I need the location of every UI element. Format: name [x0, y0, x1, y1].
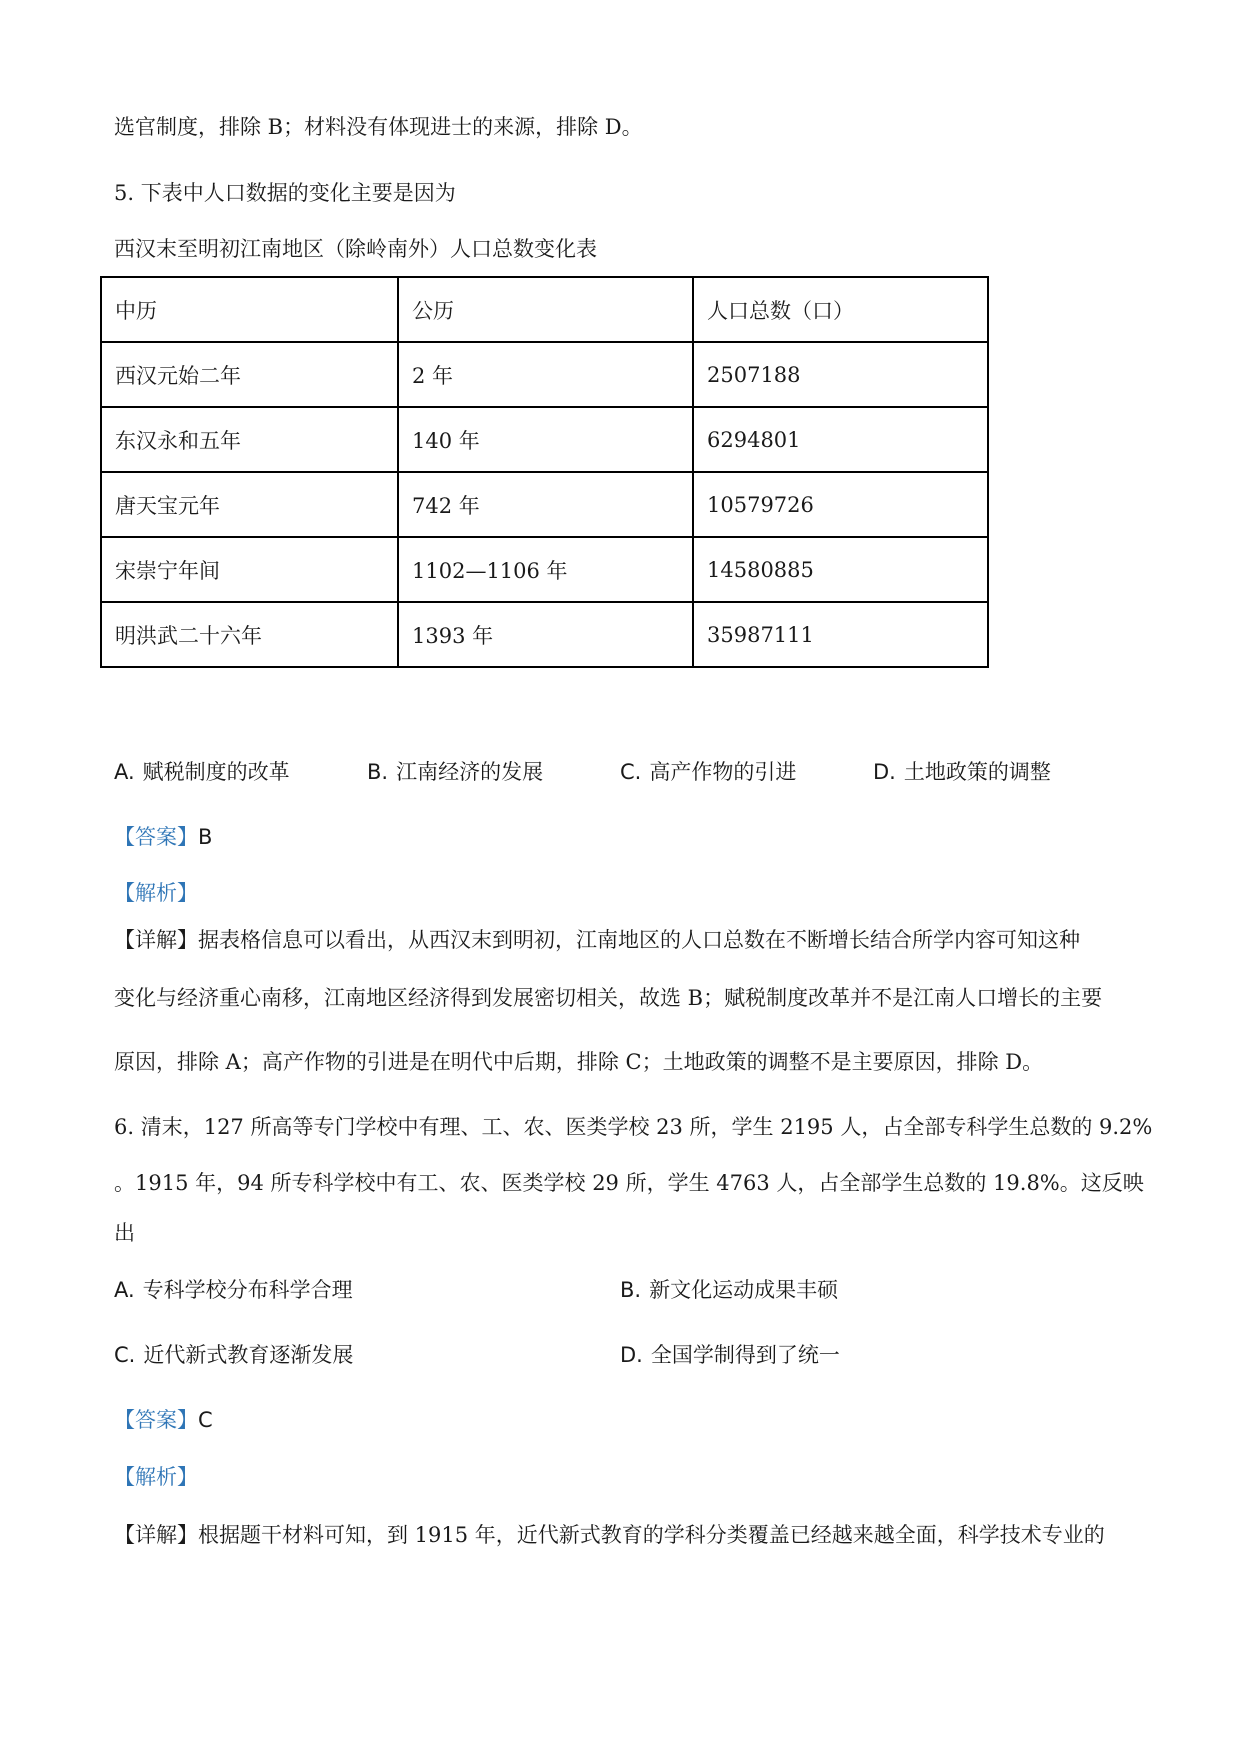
option-c	[114, 1340, 353, 1370]
option-text: 近代新式教育逐渐发展	[143, 1343, 354, 1367]
option-label: B.	[367, 760, 389, 784]
text-line-previous-answer: 选官制度，排除 B；材料没有体现进士的来源，排除 D。	[114, 115, 643, 139]
table-cell: 西汉元始二年	[101, 342, 398, 407]
analysis-tag: 【解析】	[114, 881, 198, 905]
option-label: C.	[114, 1343, 136, 1367]
detail-text: 根据题干材料可知，到 1915 年，近代新式教育的学科分类覆盖已经越来越全面，科学技术专业的	[198, 1523, 1105, 1547]
option-text: 全国学制得到了统一	[650, 1343, 840, 1367]
table-header-row	[101, 277, 988, 342]
option-label: A.	[114, 1278, 135, 1302]
detail-line	[114, 925, 1080, 955]
option-label: B.	[620, 1278, 642, 1302]
table-cell: 742 年	[398, 472, 693, 537]
question-6-stem-cont: 。1915 年，94 所专科学校中有工、农、医类学校 29 所，学生 4763 人，占全部学生总数的 19.8%。这反映	[114, 1171, 1144, 1195]
table-row	[101, 407, 988, 472]
option-text: 专科学校分布科学合理	[142, 1278, 353, 1302]
option-d	[873, 757, 1051, 787]
table-cell: 6294801	[693, 407, 988, 472]
question-6-stem: 6. 清末，127 所高等专门学校中有理、工、农、医类学校 23 所，学生 2195 人，占全部专科学生总数的 9.2%	[114, 1115, 1153, 1139]
option-text: 高产作物的引进	[649, 760, 797, 784]
detail-line: 变化与经济重心南移，江南地区经济得到发展密切相关，故选 B；赋税制度改革并不是江南人口增长的主要	[114, 986, 1103, 1010]
option-a	[114, 1275, 353, 1305]
option-b	[367, 757, 543, 787]
answer-line	[114, 1405, 213, 1435]
question-5-stem: 5. 下表中人口数据的变化主要是因为	[114, 181, 456, 205]
table-cell: 1102—1106 年	[398, 537, 693, 602]
table-cell: 唐天宝元年	[101, 472, 398, 537]
option-label: D.	[620, 1343, 643, 1367]
answer-tag: 【答案】	[114, 1408, 198, 1432]
option-text: 新文化运动成果丰硕	[649, 1278, 839, 1302]
table-header-cell: 中历	[101, 277, 398, 342]
table-header-cell: 人口总数（口）	[693, 277, 988, 342]
table-row	[101, 602, 988, 667]
option-d	[620, 1340, 840, 1370]
table-caption: 西汉末至明初江南地区（除岭南外）人口总数变化表	[114, 237, 597, 261]
option-a	[114, 757, 290, 787]
analysis-tag: 【解析】	[114, 1465, 198, 1489]
detail-line	[114, 1520, 1105, 1550]
question-6-stem-cont: 出	[114, 1221, 135, 1245]
answer-value: C	[198, 1408, 213, 1432]
answer-line	[114, 822, 212, 852]
option-label: C.	[620, 760, 642, 784]
option-b	[620, 1275, 838, 1305]
table-row	[101, 342, 988, 407]
table-cell: 1393 年	[398, 602, 693, 667]
table-cell: 140 年	[398, 407, 693, 472]
answer-value: B	[198, 825, 213, 849]
option-label: A.	[114, 760, 135, 784]
detail-line: 原因，排除 A；高产作物的引进是在明代中后期，排除 C；土地政策的调整不是主要原因，排除 D。	[114, 1050, 1044, 1074]
table-header-cell: 公历	[398, 277, 693, 342]
table-cell: 14580885	[693, 537, 988, 602]
option-c	[620, 757, 796, 787]
population-table	[100, 276, 989, 668]
option-text: 土地政策的调整	[903, 760, 1051, 784]
table-cell: 东汉永和五年	[101, 407, 398, 472]
option-label: D.	[873, 760, 896, 784]
detail-tag: 【详解】	[114, 1523, 198, 1547]
table-cell: 2507188	[693, 342, 988, 407]
option-text: 江南经济的发展	[396, 760, 544, 784]
detail-text: 据表格信息可以看出，从西汉末到明初，江南地区的人口总数在不断增长结合所学内容可知这种	[198, 928, 1080, 952]
table-cell: 明洪武二十六年	[101, 602, 398, 667]
table-cell: 2 年	[398, 342, 693, 407]
table-cell: 10579726	[693, 472, 988, 537]
table-cell: 宋崇宁年间	[101, 537, 398, 602]
detail-tag: 【详解】	[114, 928, 198, 952]
answer-tag: 【答案】	[114, 825, 198, 849]
option-text: 赋税制度的改革	[142, 760, 290, 784]
table-cell: 35987111	[693, 602, 988, 667]
table-row	[101, 537, 988, 602]
table-row	[101, 472, 988, 537]
